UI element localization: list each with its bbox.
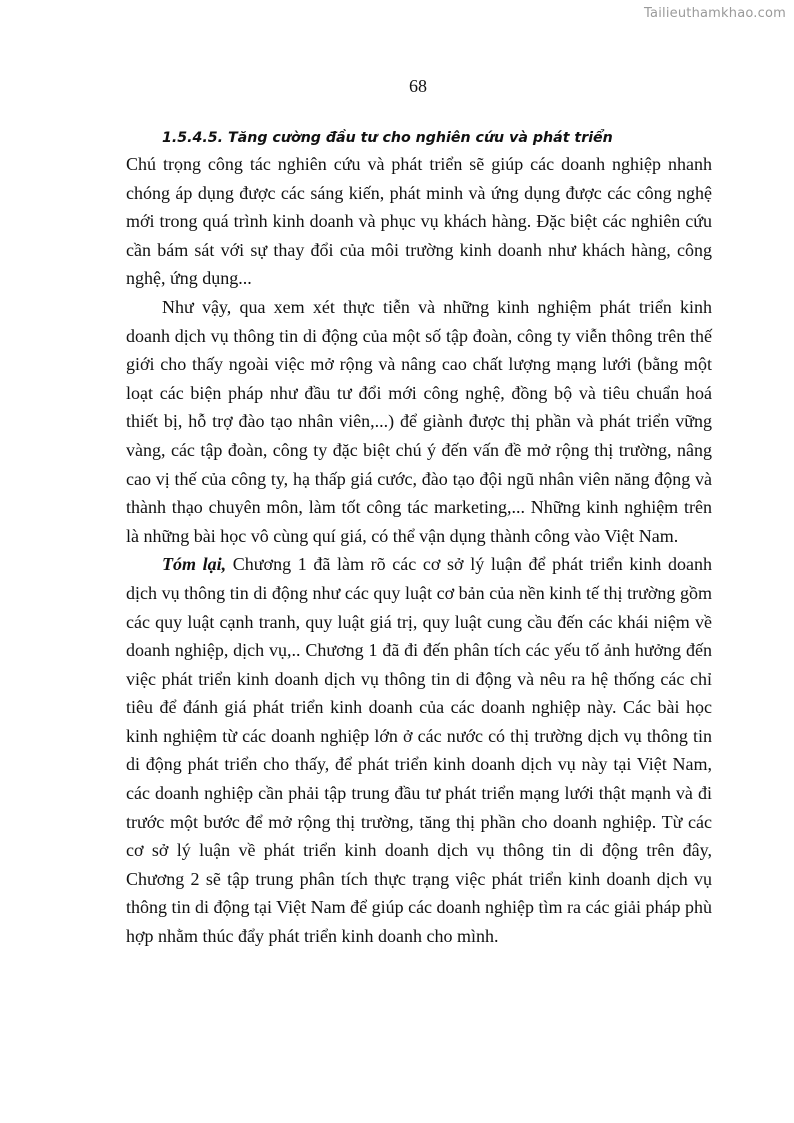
section-heading: 1.5.4.5. Tăng cường đầu tư cho nghiên cứu và phát triển xyxy=(162,130,613,146)
paragraph-3-text: Chương 1 đã làm rõ các cơ sở lý luận để phát triển kinh doanh dịch vụ thông tin di động như các quy luật cơ bản của nền kinh tế thị trường gồm các quy luật cạnh tranh, quy luật giá trị, quy luật cung cầu đến các khái niệm về doanh nghiệp, dịch vụ,.. Chương 1 đã đi đến phân tích các yếu tố ảnh hưởng đến việc phát triển kinh doanh dịch vụ thông tin di động và nêu ra hệ thống các chỉ tiêu để đánh giá phát triển kinh doanh của các doanh nghiệp này. Các bài học kinh nghiệm từ các doanh nghiệp lớn ở các nước có thị trường dịch vụ thông tin di động phát triển cho thấy, để phát triển kinh doanh dịch vụ này tại Việt Nam, các doanh nghiệp cần phải tập trung đầu tư phát triển mạng lưới thật mạnh và đi trước một bước để mở rộng thị trường, tăng thị phần cho doanh nghiệp. Từ các cơ sở lý luận về phát triển kinh doanh dịch vụ thông tin di động trên đây, Chương 2 sẽ tập trung phân tích thực trạng việc phát triển kinh doanh dịch vụ thông tin di động tại Việt Nam để giúp các doanh nghiệp tìm ra các giải pháp phù hợp nhằm thúc đẩy phát triển kinh doanh cho mình. xyxy=(126,554,713,947)
paragraph-3-lead: Tóm lại, xyxy=(162,554,227,575)
document-body xyxy=(126,128,712,951)
paragraph-2-text: Như vậy, qua xem xét thực tiễn và những kinh nghiệm phát triển kinh doanh dịch vụ thông tin di động của một số tập đoàn, công ty viễn thông trên thế giới cho thấy ngoài việc mở rộng và nâng cao chất lượng mạng lưới (bằng một loạt các biện pháp như đầu tư đổi mới công nghệ, đồng bộ và tiêu chuẩn hoá thiết bị, hỗ trợ đào tạo nhân viên,...) để giành được thị phần và phát triển vững vàng, các tập đoàn, công ty đặc biệt chú ý đến vấn đề mở rộng thị trường, nâng cao vị thế của công ty, hạ thấp giá cước, đào tạo đội ngũ nhân viên năng động và thành thạo chuyên môn, làm tốt công tác marketing,... Những kinh nghiệm trên là những bài học vô cùng quí giá, có thể vận dụng thành công vào Việt Nam. xyxy=(126,296,712,546)
paragraph-1 xyxy=(126,150,712,293)
paragraph-2 xyxy=(126,293,712,550)
paragraph-3 xyxy=(126,550,712,950)
page-number: 68 xyxy=(409,76,427,96)
paragraph-1-text: Chú trọng công tác nghiên cứu và phát triển sẽ giúp các doanh nghiệp nhanh chóng áp dụng được các sáng kiến, phát minh và ứng dụng được các công nghệ mới trong quá trình kinh doanh và phục vụ khách hàng. Đặc biệt các nghiên cứu cần bám sát với sự thay đổi của môi trường kinh doanh như khách hàng, công nghệ, ứng dụng... xyxy=(126,154,712,289)
watermark: Tailieuthamkhao.com xyxy=(644,6,786,21)
